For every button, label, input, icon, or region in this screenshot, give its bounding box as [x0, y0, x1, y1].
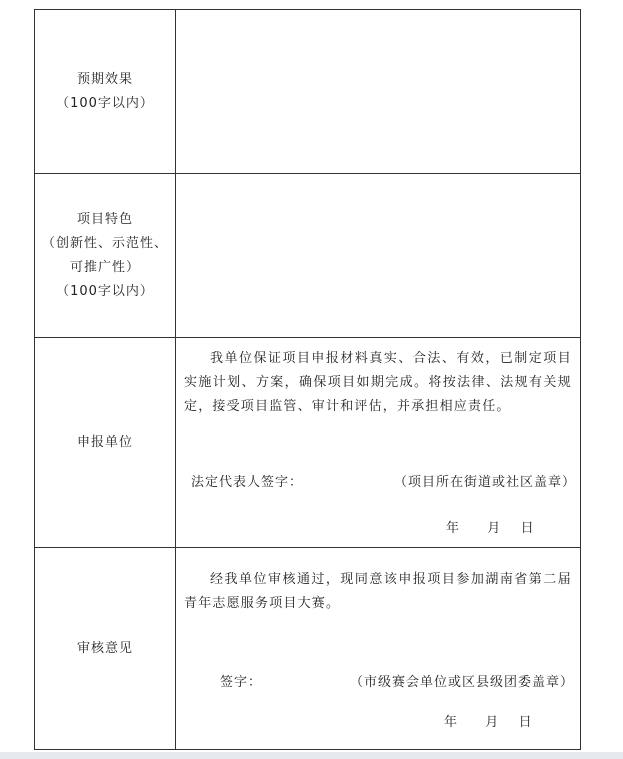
applicant-unit-content-cell — [176, 338, 581, 548]
review-opinion-row — [35, 548, 581, 750]
applicant-date-month: 月 — [487, 521, 501, 536]
expected-effect-row — [35, 10, 581, 174]
applicant-unit-label: 申报单位 — [76, 434, 133, 450]
page-bottom-band — [0, 752, 623, 759]
review-date-day: 日 — [518, 715, 532, 730]
legal-rep-signature-label: 法定代表人签字： — [191, 475, 304, 490]
applicant-unit-label-cell — [35, 338, 176, 548]
applicant-date-day: 日 — [520, 521, 534, 536]
project-features-label: 项目特色 — [76, 211, 133, 227]
review-opinion-label: 审核意见 — [76, 640, 133, 656]
applicant-date — [446, 517, 534, 536]
project-features-input[interactable] — [176, 174, 580, 337]
project-features-row — [35, 174, 581, 338]
review-opinion-label-cell — [35, 548, 176, 750]
expected-effect-limit: （100字以内） — [56, 95, 154, 111]
applicant-unit-row — [35, 338, 581, 548]
review-stamp-note: （市级赛会单位或区县级团委盖章） — [349, 675, 574, 690]
expected-effect-label-cell — [35, 10, 176, 174]
application-form-table — [34, 9, 581, 750]
review-date-year: 年 — [444, 715, 458, 730]
project-features-sub2: 可推广性） — [69, 259, 140, 275]
project-features-sub1: （创新性、示范性、 — [41, 235, 168, 251]
review-signature-label: 签字： — [220, 675, 263, 690]
review-date-month: 月 — [485, 715, 499, 730]
applicant-stamp-note: （项目所在街道或社区盖章） — [393, 475, 576, 490]
expected-effect-input[interactable] — [176, 10, 580, 173]
expected-effect-input-cell[interactable] — [176, 10, 581, 174]
review-opinion-content-cell — [176, 548, 581, 750]
applicant-unit-statement: 我单位保证项目申报材料真实、合法、有效，已制定项目实施计划、方案，确保项目如期完成。将按法律、法规有关规定，接受项目监管、审计和评估，并承担相应责任。 — [184, 351, 572, 414]
project-features-input-cell[interactable] — [176, 174, 581, 338]
project-features-limit: （100字以内） — [56, 283, 154, 299]
review-date — [444, 711, 532, 730]
applicant-date-year: 年 — [446, 521, 460, 536]
expected-effect-label: 预期效果 — [76, 71, 133, 87]
review-statement: 经我单位审核通过，现同意该申报项目参加湖南省第二届青年志愿服务项目大赛。 — [184, 572, 572, 611]
project-features-label-cell — [35, 174, 176, 338]
